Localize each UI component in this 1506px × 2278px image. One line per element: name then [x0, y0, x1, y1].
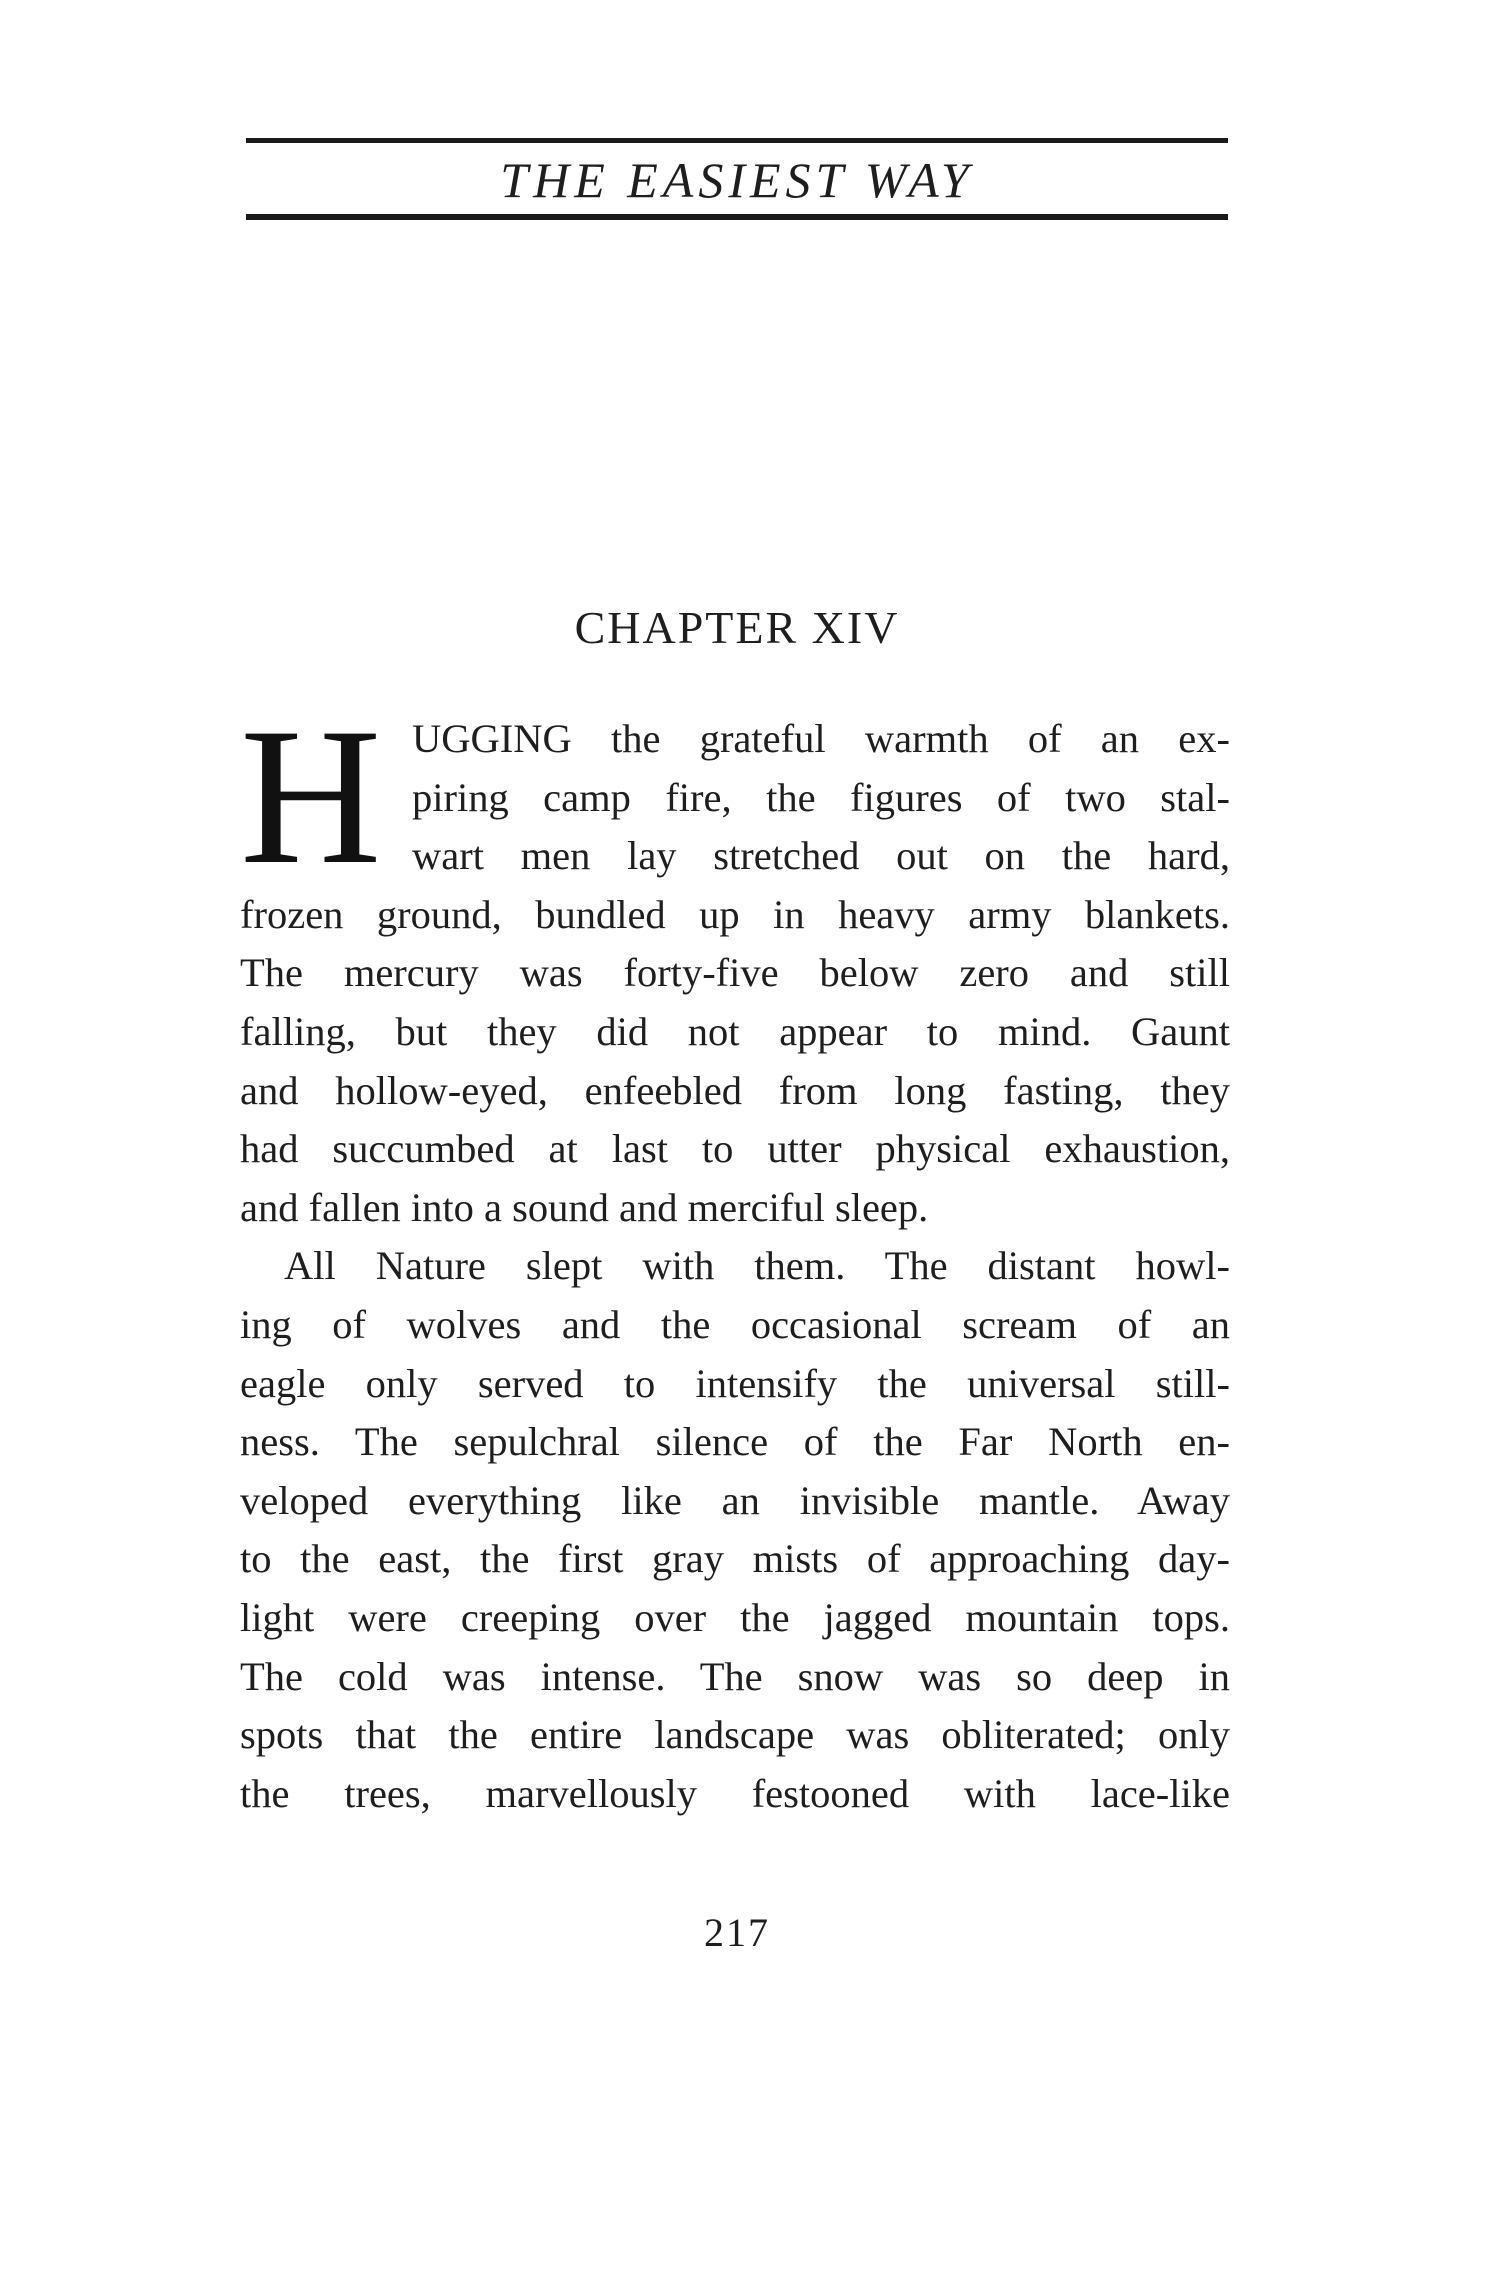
text-line: and fallen into a sound and merciful sleep. [240, 1184, 929, 1230]
text-line: frozen ground, bundled up in heavy army blankets. [240, 891, 1230, 937]
body-text [240, 688, 1230, 1823]
header-rule-bottom [246, 214, 1228, 220]
page-number: 217 [704, 1910, 770, 1955]
chapter-title: CHAPTER XIV [574, 602, 900, 653]
text-line: ness. The sepulchral silence of the Far North en- [240, 1419, 1230, 1465]
drop-cap: H [240, 688, 382, 905]
text-line: ing of wolves and the occasional scream of an [240, 1301, 1230, 1347]
text-line: veloped everything like an invisible mantle. Away [240, 1477, 1230, 1523]
text-line: the trees, marvellously festooned with lace-like [240, 1770, 1230, 1816]
text-line: light were creeping over the jagged mountain tops. [240, 1594, 1230, 1640]
text-line: wart men lay stretched out on the hard, [412, 833, 1230, 879]
opening-paragraph-start [240, 688, 1230, 905]
paragraph-1 [240, 886, 1230, 1238]
header-rule-top [246, 138, 1228, 143]
text-line: All Nature slept with them. The distant howl- [284, 1243, 1230, 1289]
text-line: had succumbed at last to utter physical exhaustion, [240, 1126, 1230, 1172]
text-line: piring camp fire, the figures of two stal- [412, 774, 1230, 820]
text-line: spots that the entire landscape was obliterated; only [240, 1712, 1230, 1758]
running-head: THE EASIEST WAY [500, 152, 974, 208]
text-line: and hollow-eyed, enfeebled from long fasting, they [240, 1067, 1230, 1113]
drop-cap-lines [412, 710, 1230, 886]
paragraph-2 [240, 1237, 1230, 1823]
text-line: The mercury was forty-five below zero and still [240, 950, 1230, 996]
text-line: eagle only served to intensify the universal still- [240, 1360, 1230, 1406]
text-line: The cold was intense. The snow was so deep in [240, 1653, 1230, 1699]
text-line: falling, but they did not appear to mind. Gaunt [240, 1008, 1230, 1054]
text-line: UGGING the grateful warmth of an ex- [412, 716, 1230, 761]
text-line: to the east, the first gray mists of approaching day- [240, 1536, 1230, 1582]
